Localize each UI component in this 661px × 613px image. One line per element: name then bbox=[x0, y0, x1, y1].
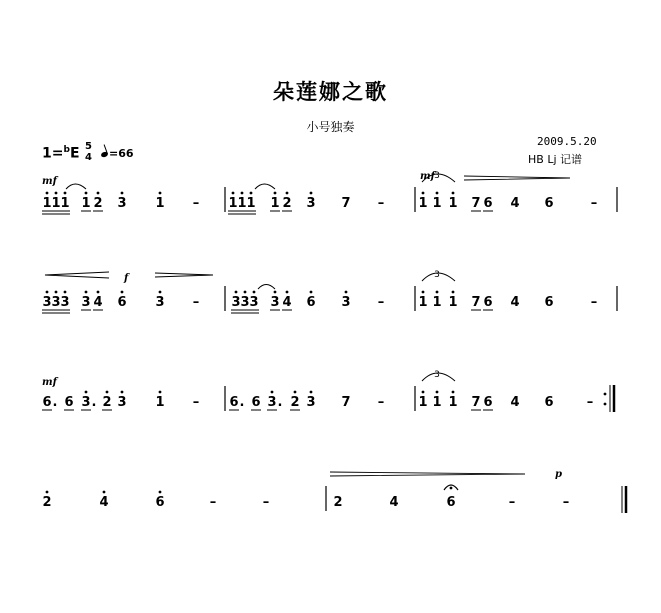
octave-dot bbox=[452, 391, 455, 394]
note: 3 bbox=[42, 295, 52, 310]
tempo-value: =66 bbox=[109, 147, 134, 160]
octave-dot bbox=[310, 192, 313, 195]
octave-dot bbox=[121, 291, 124, 294]
decrescendo-hairpin bbox=[464, 176, 570, 180]
octave-dot bbox=[64, 192, 67, 195]
sustain-dash: – bbox=[209, 495, 217, 510]
octave-dot bbox=[452, 291, 455, 294]
fermata-icon bbox=[444, 485, 458, 490]
triplet-mark: 3 bbox=[434, 171, 440, 181]
sustain-dash: – bbox=[590, 196, 598, 211]
note: 3 bbox=[60, 295, 70, 310]
note: 3 bbox=[240, 295, 250, 310]
note: 6 bbox=[64, 395, 74, 410]
note: 1 bbox=[237, 196, 247, 211]
note: 6 bbox=[42, 395, 52, 410]
octave-dot bbox=[121, 391, 124, 394]
note: 1 bbox=[418, 395, 428, 410]
note: 6 bbox=[544, 295, 554, 310]
note: 3 bbox=[81, 395, 91, 410]
dynamic-p: p bbox=[555, 469, 562, 480]
note: 4 bbox=[93, 295, 103, 310]
note: 3 bbox=[81, 295, 91, 310]
note: 1 bbox=[418, 295, 428, 310]
note: 2 bbox=[42, 495, 52, 510]
note: 1 bbox=[60, 196, 70, 211]
octave-dot bbox=[85, 192, 88, 195]
note: 4 bbox=[389, 495, 399, 510]
note: 1 bbox=[432, 196, 442, 211]
note: 1 bbox=[418, 196, 428, 211]
note: 3 bbox=[249, 295, 259, 310]
sustain-dash: – bbox=[586, 395, 594, 410]
key-flat: b bbox=[63, 145, 70, 155]
note: 6 bbox=[229, 395, 239, 410]
octave-dot bbox=[286, 291, 289, 294]
note: 3 bbox=[51, 295, 61, 310]
octave-dot bbox=[294, 391, 297, 394]
octave-dot bbox=[241, 192, 244, 195]
note: 1 bbox=[432, 395, 442, 410]
note: 3 bbox=[306, 196, 316, 211]
note: 7 bbox=[471, 395, 481, 410]
note: 7 bbox=[341, 395, 351, 410]
decrescendo-hairpin bbox=[155, 273, 213, 277]
note: 4 bbox=[282, 295, 292, 310]
sustain-dash: – bbox=[377, 395, 385, 410]
octave-dot bbox=[55, 291, 58, 294]
note: 2 bbox=[282, 196, 292, 211]
octave-dot bbox=[159, 491, 162, 494]
octave-dot bbox=[46, 192, 49, 195]
octave-dot bbox=[286, 192, 289, 195]
note: 1 bbox=[448, 196, 458, 211]
octave-dot bbox=[422, 192, 425, 195]
triplet-mark: 3 bbox=[434, 370, 440, 380]
note: 3 bbox=[117, 395, 127, 410]
note: 1 bbox=[432, 295, 442, 310]
octave-dot bbox=[85, 291, 88, 294]
note: 2 bbox=[102, 395, 112, 410]
note: 6 bbox=[483, 395, 493, 410]
note: 3 bbox=[341, 295, 351, 310]
repeat-end-barline bbox=[604, 385, 614, 412]
note: 3 bbox=[117, 196, 127, 211]
octave-dot bbox=[55, 192, 58, 195]
dynamics bbox=[42, 171, 562, 480]
sustain-dash: – bbox=[262, 495, 270, 510]
note: 6 bbox=[117, 295, 127, 310]
note: 6 bbox=[251, 395, 261, 410]
octave-dot bbox=[232, 192, 235, 195]
octave-dot bbox=[253, 291, 256, 294]
note: 6 bbox=[306, 295, 316, 310]
octave-dot bbox=[274, 192, 277, 195]
time-signature-top: 5 bbox=[85, 141, 92, 152]
octave-dot bbox=[436, 291, 439, 294]
augmentation-dot: . bbox=[91, 395, 97, 410]
note: 1 bbox=[228, 196, 238, 211]
octave-dot bbox=[159, 291, 162, 294]
note: 6 bbox=[446, 495, 456, 510]
score-subtitle: 小号独奏 bbox=[306, 120, 355, 134]
sustain-dash: – bbox=[192, 196, 200, 211]
note: 1 bbox=[155, 196, 165, 211]
note: 6 bbox=[544, 395, 554, 410]
octave-dot bbox=[436, 391, 439, 394]
dynamic-mf: mf bbox=[420, 171, 435, 182]
note: 4 bbox=[99, 495, 109, 510]
octave-dot bbox=[97, 192, 100, 195]
note: 6 bbox=[544, 196, 554, 211]
octave-dot bbox=[46, 491, 49, 494]
key-note: E bbox=[69, 145, 80, 162]
note: 3 bbox=[270, 295, 280, 310]
octave-dot bbox=[271, 391, 274, 394]
note: 6 bbox=[483, 196, 493, 211]
dynamic-mf: mf bbox=[42, 377, 57, 388]
octave-dot bbox=[310, 291, 313, 294]
note: 6 bbox=[155, 495, 165, 510]
octave-dot bbox=[106, 391, 109, 394]
hairpins bbox=[45, 176, 570, 476]
sustain-dash: – bbox=[377, 196, 385, 211]
final-barline bbox=[622, 486, 626, 513]
note: 6 bbox=[483, 295, 493, 310]
dynamic-f: f bbox=[124, 273, 129, 284]
note: 3 bbox=[267, 395, 277, 410]
note: 7 bbox=[341, 196, 351, 211]
sustain-dash: – bbox=[562, 495, 570, 510]
note: 7 bbox=[471, 295, 481, 310]
octave-dot bbox=[244, 291, 247, 294]
octave-dot bbox=[85, 391, 88, 394]
note: 1 bbox=[51, 196, 61, 211]
octave-dot bbox=[159, 391, 162, 394]
sustain-dash: – bbox=[192, 295, 200, 310]
octave-dot bbox=[235, 291, 238, 294]
augmentation-dot: . bbox=[52, 395, 58, 410]
octave-dot bbox=[97, 291, 100, 294]
note: 4 bbox=[510, 395, 520, 410]
octave-dot bbox=[452, 192, 455, 195]
note: 2 bbox=[333, 495, 343, 510]
augmentation-dot: . bbox=[239, 395, 245, 410]
time-signature-bottom: 4 bbox=[85, 152, 92, 163]
transcriber-credit: HB Lj 记谱 bbox=[528, 153, 582, 166]
sustain-dash: – bbox=[377, 295, 385, 310]
note: 1 bbox=[246, 196, 256, 211]
note: 1 bbox=[448, 295, 458, 310]
note: 4 bbox=[510, 196, 520, 211]
octave-dot bbox=[310, 391, 313, 394]
triplet-mark: 3 bbox=[434, 270, 440, 280]
note: 1 bbox=[270, 196, 280, 211]
augmentation-dot: . bbox=[277, 395, 283, 410]
note: 4 bbox=[510, 295, 520, 310]
note: 7 bbox=[471, 196, 481, 211]
note: 2 bbox=[93, 196, 103, 211]
dynamic-mf: mf bbox=[42, 176, 57, 187]
note: 3 bbox=[306, 395, 316, 410]
sustain-dash: – bbox=[508, 495, 516, 510]
note: 3 bbox=[155, 295, 165, 310]
crescendo-hairpin bbox=[45, 272, 109, 278]
note: 3 bbox=[231, 295, 241, 310]
octave-dot bbox=[64, 291, 67, 294]
octave-dot bbox=[422, 391, 425, 394]
note: 1 bbox=[155, 395, 165, 410]
octave-dot bbox=[422, 291, 425, 294]
octave-dot bbox=[345, 291, 348, 294]
note: 2 bbox=[290, 395, 300, 410]
decrescendo-hairpin bbox=[330, 472, 525, 476]
octave-dot bbox=[159, 192, 162, 195]
octave-dot bbox=[121, 192, 124, 195]
key-prefix: 1= bbox=[42, 145, 64, 162]
octave-dot bbox=[103, 491, 106, 494]
sustain-dash: – bbox=[590, 295, 598, 310]
note: 1 bbox=[42, 196, 52, 211]
octave-dot bbox=[436, 192, 439, 195]
sustain-dash: – bbox=[192, 395, 200, 410]
notes-layer bbox=[42, 192, 597, 510]
barlines bbox=[225, 187, 617, 511]
octave-dot bbox=[46, 291, 49, 294]
note: 1 bbox=[81, 196, 91, 211]
note: 1 bbox=[448, 395, 458, 410]
octave-dot bbox=[250, 192, 253, 195]
octave-dot bbox=[274, 291, 277, 294]
score-title: 朵莲娜之歌 bbox=[273, 79, 388, 104]
transcription-date: 2009.5.20 bbox=[537, 135, 597, 148]
